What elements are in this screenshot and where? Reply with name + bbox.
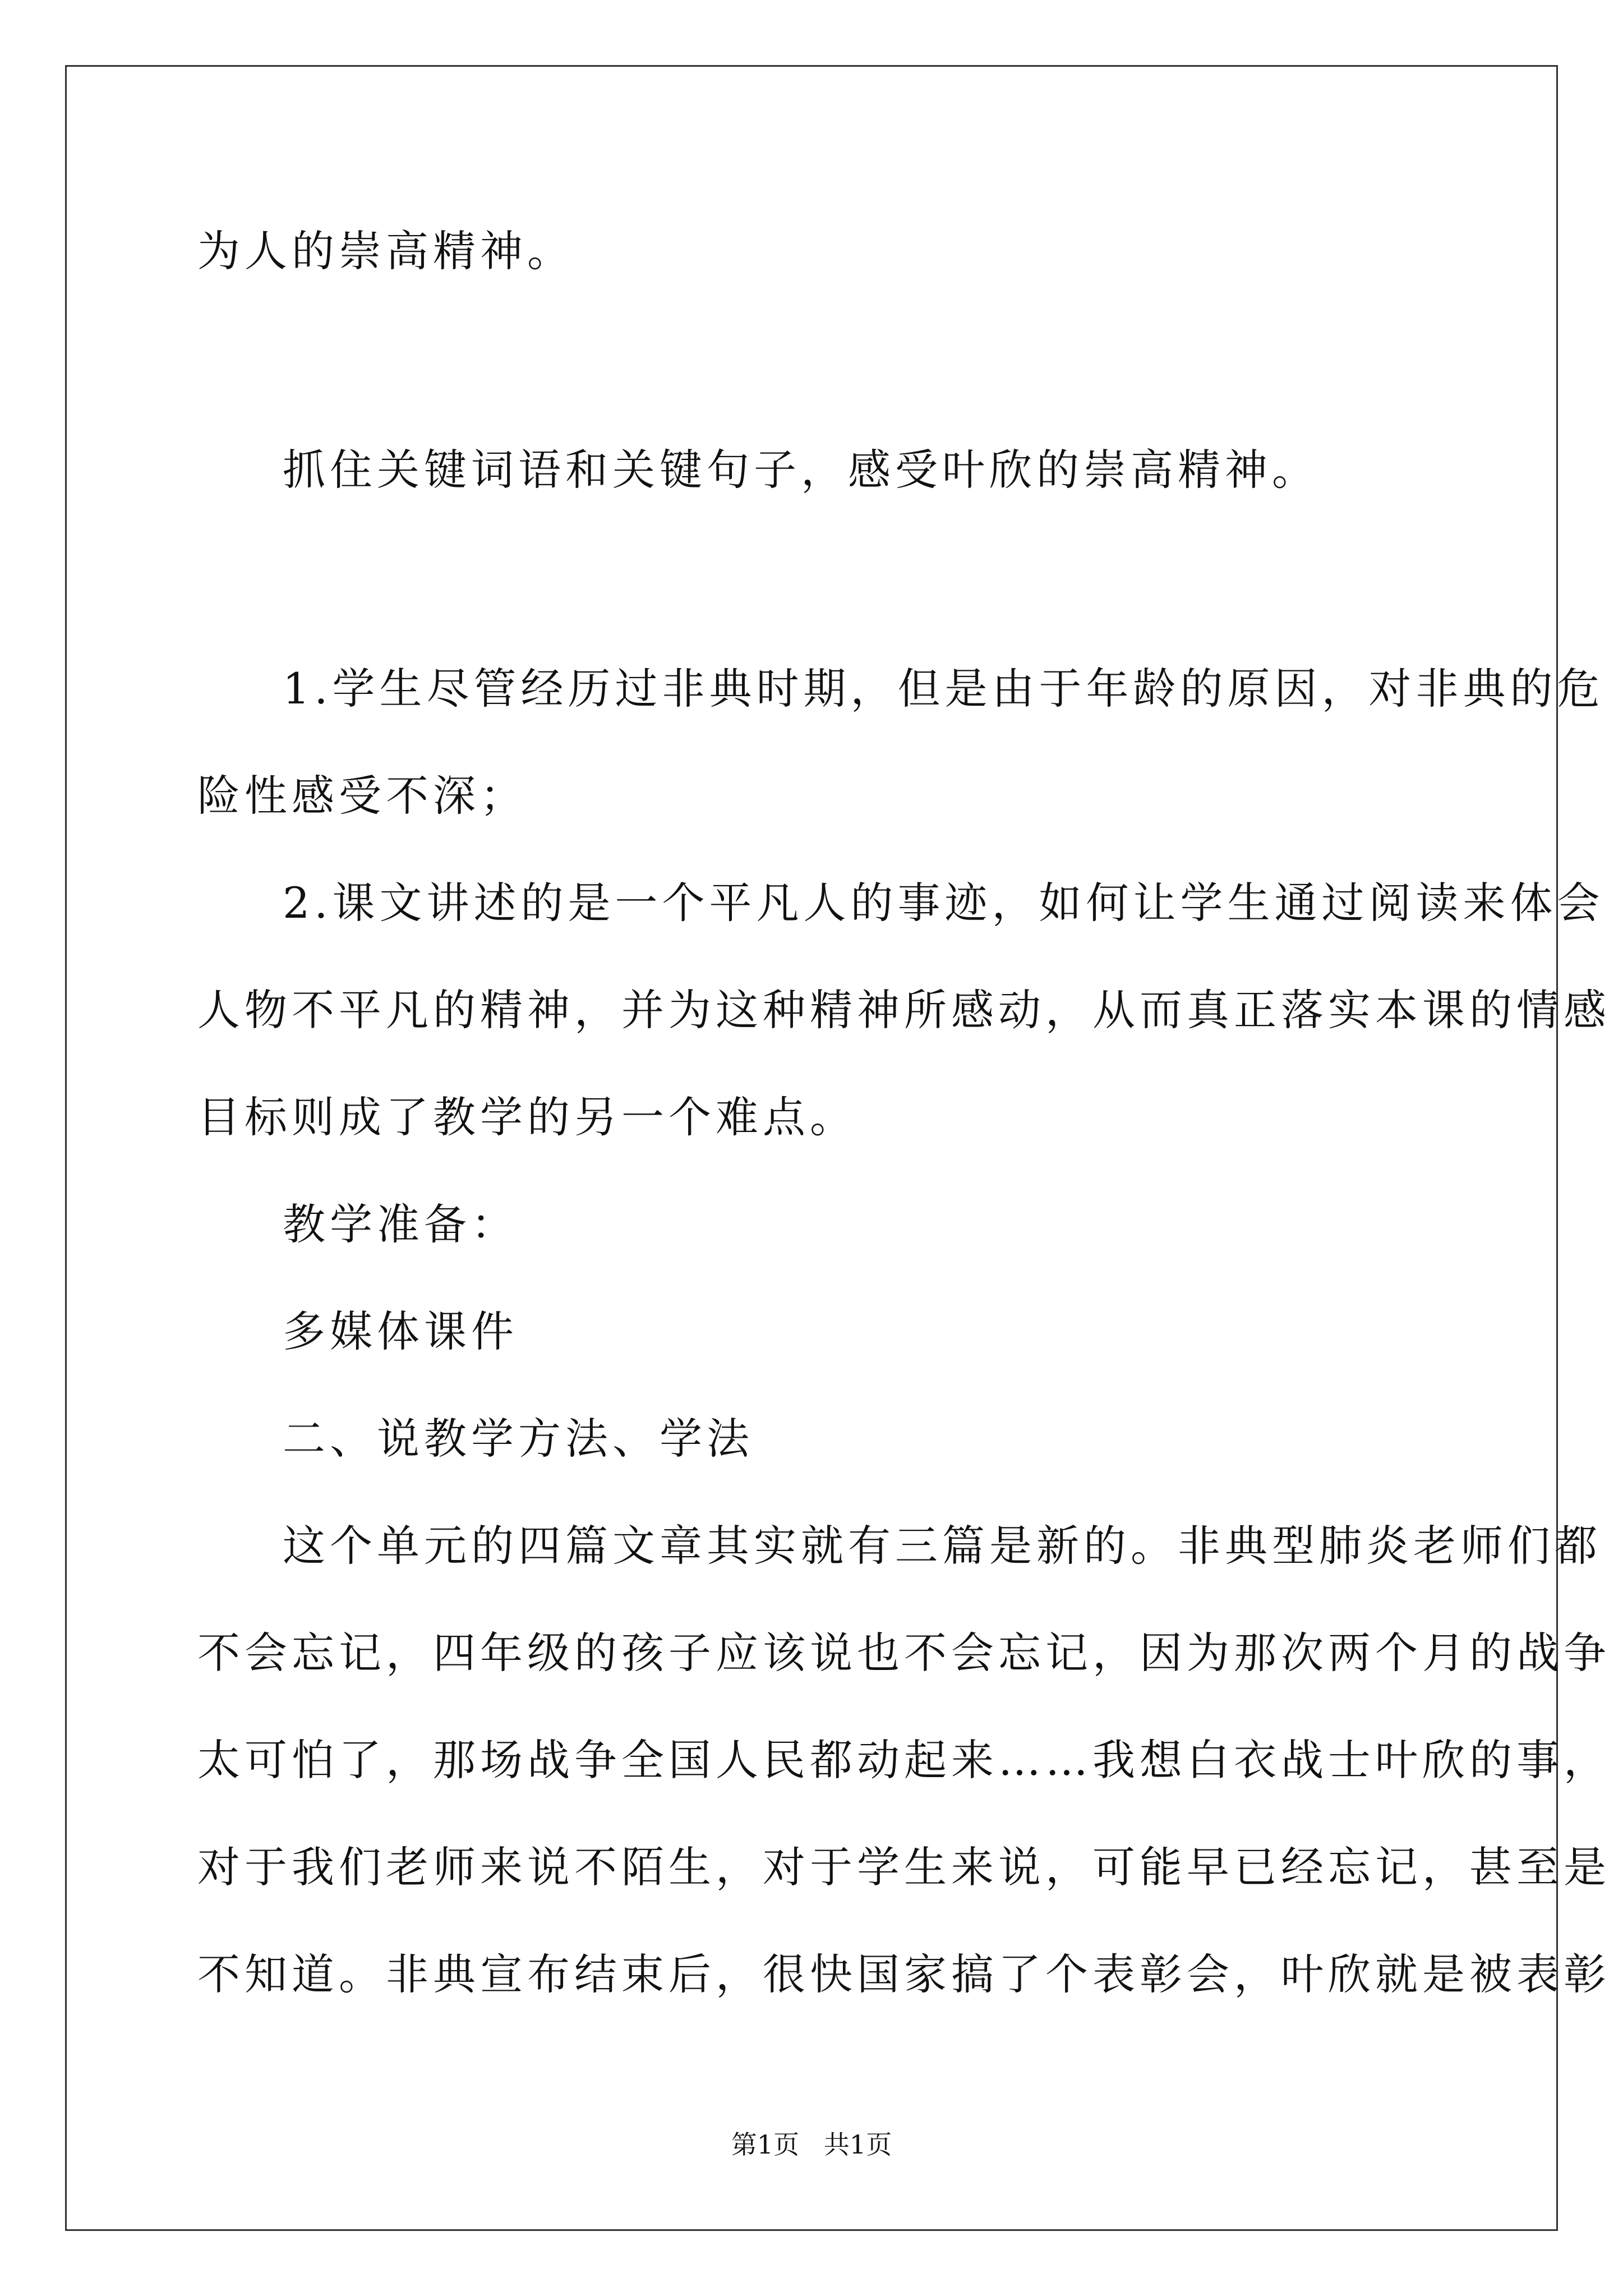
text-line: 不会忘记，四年级的孩子应该说也不会忘记，因为那次两个月的战争 — [197, 1628, 1611, 1678]
page-footer — [0, 2129, 1623, 2160]
section-heading: 二、说教学方法、学法 — [283, 1414, 754, 1464]
text-line: 2.课文讲述的是一个平凡人的事迹，如何让学生通过阅读来体会 — [283, 878, 1604, 928]
text-line: 抓住关键词语和关键句子，感受叶欣的崇高精神。 — [283, 445, 1319, 495]
section-heading: 教学准备： — [283, 1199, 518, 1249]
text-line: 不知道。非典宣布结束后，很快国家搞了个表彰会，叶欣就是被表彰 — [197, 1949, 1611, 1999]
page-border — [65, 65, 1558, 2231]
text-line: 险性感受不深； — [197, 771, 527, 821]
page-number: 第1页 共1页 — [731, 2129, 892, 2160]
text-line: 目标则成了教学的另一个难点。 — [197, 1092, 857, 1142]
text-line: 这个单元的四篇文章其实就有三篇是新的。非典型肺炎老师们都 — [283, 1521, 1602, 1571]
text-line: 为人的崇高精神。 — [197, 226, 574, 276]
text-line: 人物不平凡的精神，并为这种精神所感动，从而真正落实本课的情感 — [197, 985, 1611, 1035]
text-line: 对于我们老师来说不陌生，对于学生来说，可能早已经忘记，甚至是 — [197, 1842, 1611, 1892]
text-line: 太可怕了，那场战争全国人民都动起来……我想白衣战士叶欣的事， — [197, 1735, 1611, 1785]
text-line: 1.学生尽管经历过非典时期，但是由于年龄的原因，对非典的危 — [283, 664, 1604, 714]
text-line: 多媒体课件 — [283, 1306, 518, 1356]
